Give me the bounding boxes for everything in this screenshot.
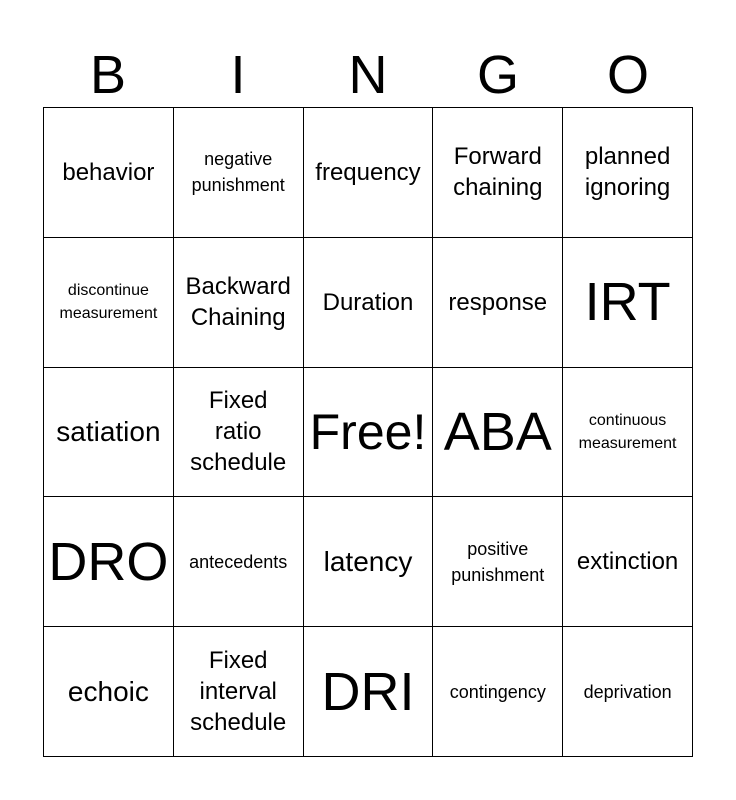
bingo-cell[interactable] (304, 627, 434, 757)
bingo-cell-text: Free! (309, 403, 427, 460)
bingo-cell[interactable] (563, 368, 693, 498)
header-letter-i: I (230, 45, 246, 105)
bingo-cell-text: contingency (449, 681, 546, 702)
bingo-cell[interactable] (44, 497, 174, 627)
bingo-cell-text: discontinue measurement (59, 282, 158, 323)
bingo-cell[interactable] (304, 108, 434, 238)
bingo-cell-text: IRT (584, 272, 671, 333)
bingo-cell[interactable] (433, 497, 563, 627)
bingo-cell-text: antecedents (189, 551, 288, 572)
header-letter-n: N (348, 45, 388, 105)
bingo-cell[interactable] (174, 497, 304, 627)
header-letter-b: B (89, 45, 127, 105)
bingo-cell-text: positive punishment (451, 538, 545, 585)
bingo-cell[interactable] (174, 627, 304, 757)
bingo-cell[interactable] (174, 368, 304, 498)
bingo-cell[interactable] (563, 238, 693, 368)
bingo-cell[interactable] (433, 108, 563, 238)
bingo-cell-text: latency (323, 545, 413, 577)
bingo-cell-text: frequency (315, 158, 421, 186)
bingo-cell-text: Fixed interval schedule (190, 647, 287, 737)
bingo-cell-text: ABA (443, 401, 552, 462)
bingo-cell[interactable] (174, 108, 304, 238)
bingo-cell-text: continuous measurement (578, 411, 677, 452)
bingo-cell-text: deprivation (583, 681, 672, 702)
bingo-cell-text: extinction (576, 548, 679, 576)
bingo-cell[interactable] (433, 368, 563, 498)
bingo-cell[interactable] (174, 238, 304, 368)
bingo-cell[interactable] (304, 238, 434, 368)
header-letter-o: O (606, 45, 649, 105)
bingo-cell[interactable] (433, 238, 563, 368)
bingo-cell[interactable] (563, 497, 693, 627)
bingo-cell[interactable] (44, 238, 174, 368)
bingo-cell-text: Forward chaining (453, 143, 543, 202)
bingo-cell[interactable] (563, 627, 693, 757)
bingo-cell-text: planned ignoring (584, 143, 671, 202)
bingo-cell[interactable] (44, 627, 174, 757)
bingo-cell-text: echoic (67, 675, 149, 707)
bingo-cell-text: Backward Chaining (185, 273, 291, 332)
bingo-cell[interactable] (44, 108, 174, 238)
bingo-cell-text: DRO (48, 531, 169, 592)
bingo-cell-text: behavior (62, 158, 155, 186)
bingo-cell[interactable] (304, 368, 434, 498)
bingo-cell-text: negative punishment (191, 149, 285, 196)
bingo-cell-text: Duration (322, 288, 414, 316)
bingo-cell-text: satiation (56, 415, 161, 447)
bingo-header (43, 42, 693, 108)
header-letter-g: G (476, 45, 519, 105)
bingo-cell[interactable] (563, 108, 693, 238)
bingo-cell-text: response (448, 288, 548, 316)
bingo-cell[interactable] (433, 627, 563, 757)
bingo-cell[interactable] (44, 368, 174, 498)
bingo-cell[interactable] (304, 497, 434, 627)
bingo-cell-text: DRI (321, 661, 415, 722)
bingo-card-grid (43, 107, 693, 757)
bingo-cell-text: Fixed ratio schedule (190, 387, 287, 477)
